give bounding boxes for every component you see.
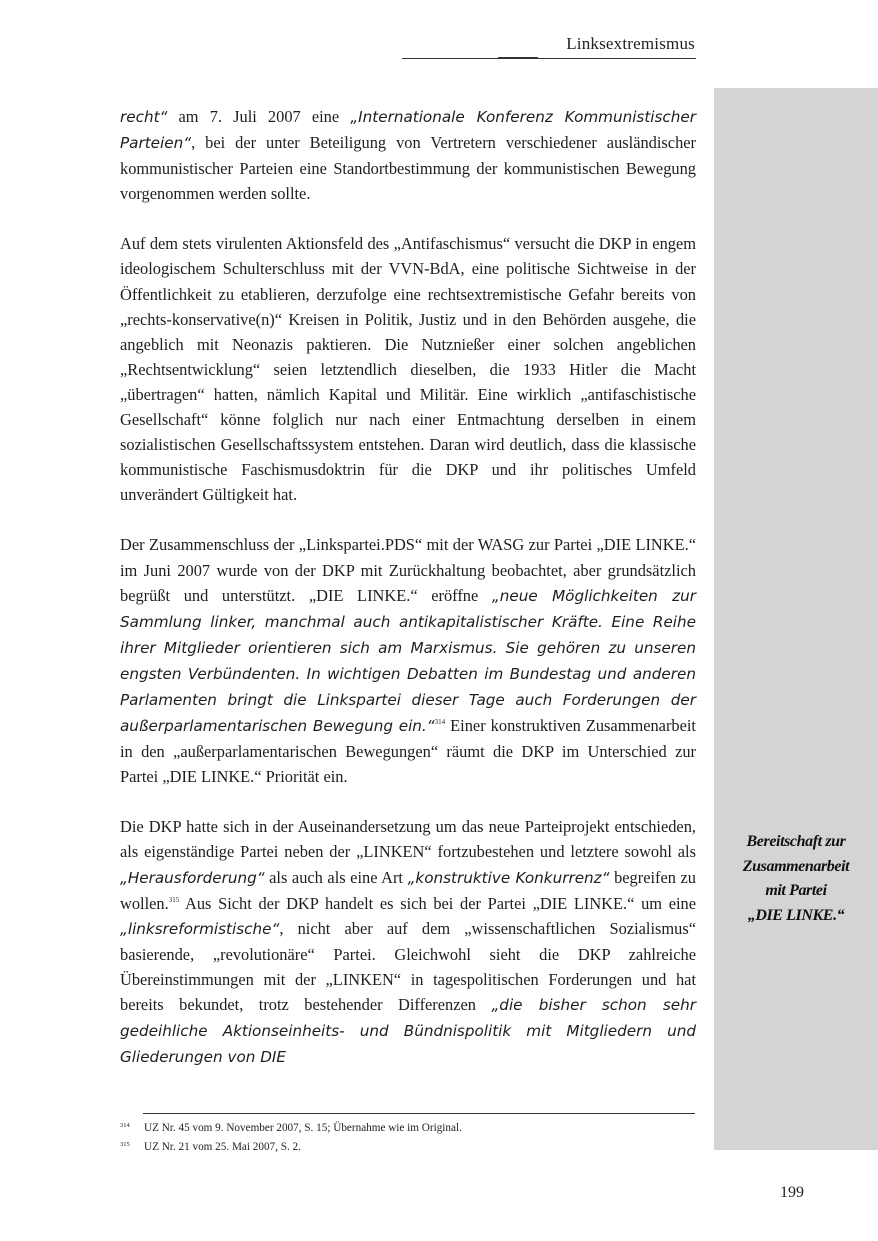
margin-note-line: „DIE LINKE.“ xyxy=(747,906,845,924)
text-segment: , bei der unter Beteiligung von Vertretern verschiedener ausländischer kommunistischer Parteien eine Standortbestimmung der kommunistischen Bewegung vorgenommen werden sollte. xyxy=(120,133,696,204)
text-segment: , nicht aber auf dem „wissenschaftlichen Sozialismus“ basierende, „revolutionäre“ Partei. Gleichwohl sieht die DKP zahlreiche Übereinstimmungen mit der „LINKEN“ in tagespolitischen Forderungen und hat bereits bekundet, trotz bestehender Differenzen xyxy=(120,918,696,1014)
footnote-text: UZ Nr. 45 vom 9. November 2007, S. 15; Übernahme wie im Original. xyxy=(144,1122,462,1134)
paragraph xyxy=(120,231,696,507)
body-text xyxy=(120,104,696,1070)
text-segment: Die DKP hatte sich in der Auseinandersetzung um das neue Parteiprojekt entschieden, als eigenständige Partei neben der „LINKEN“ fortzubestehen und letztere sowohl als xyxy=(120,817,696,862)
text-segment-italic: „die bisher schon sehr gedeihliche Aktionseinheits- und Bündnispolitik mit Mitgliedern und Gliederungen von DIE xyxy=(120,996,696,1067)
text-segment: Einer konstruktiven Zusammenarbeit in den „außerparlamentarischen Bewegungen“ räumt die DKP im Unterschied zur Partei „DIE LINKE.“ Priorität ein. xyxy=(120,716,696,787)
text-segment-italic: „konstruktive Konkurrenz“ xyxy=(407,868,610,887)
footnote-number: 315 xyxy=(120,1141,130,1148)
paragraph xyxy=(120,104,696,206)
footnote-ref: 315 xyxy=(168,895,180,904)
text-segment: Aus Sicht der DKP handelt es sich bei der Partei „DIE LINKE.“ um eine xyxy=(179,893,696,913)
paragraph xyxy=(120,814,696,1070)
text-segment: am 7. Juli 2007 eine xyxy=(167,107,351,126)
text-segment-italic: recht“ xyxy=(120,108,168,126)
text-segment: begreifen zu wollen. xyxy=(120,867,697,913)
margin-note-line: Zusammenarbeit xyxy=(742,857,850,875)
footnote-ref: 314 xyxy=(434,718,446,727)
footnote xyxy=(120,1119,696,1138)
running-header: Linksextremismus xyxy=(566,34,695,53)
page-number: 199 xyxy=(780,1184,804,1201)
margin-note xyxy=(726,830,866,928)
footnote-text: UZ Nr. 21 vom 25. Mai 2007, S. 2. xyxy=(144,1141,301,1153)
margin-sidebar xyxy=(714,88,878,1150)
footnote-number: 314 xyxy=(120,1122,130,1129)
header-rule-accent xyxy=(498,57,538,59)
text-segment-italic: „Internationale Konferenz Kommunistischer Parteien“ xyxy=(120,108,696,153)
text-segment: als auch als eine Art xyxy=(264,867,408,887)
footnote xyxy=(120,1138,696,1157)
text-segment-italic: „linksreformistische“ xyxy=(120,919,280,938)
text-segment-italic: „Herausforderung“ xyxy=(120,868,265,887)
paragraph xyxy=(120,532,696,789)
header-rule xyxy=(402,58,696,59)
text-segment: Auf dem stets virulenten Aktionsfeld des „Antifaschismus“ versucht die DKP in engem ideologischem Schulterschluss mit der VVN-BdA, eine politische Sichtweise in der Öffentlichkeit zu etablieren, derzufolge eine rechtsextremistische Gefahr bereits von „rechts-konservative(n)“ Kreisen in Politik, Justiz und in den Behörden ausgehe, die angeblich mit Neonazis paktieren. Die Nutznießer einer solchen angeblichen „Rechtsentwicklung“ seien letztendlich dieselben, die 1933 Hitler die Macht „übertragen“ hatten, nämlich Kapital und Militär. Eine wirklich „antifaschistische Gesellschaft“ könne folglich nur nach einer Entmachtung derselben in einem sozialistischen Gesellschaftssystem entstehen. Daran wird deutlich, dass die klassische kommunistische Faschismusdoktrin für die DKP und ihr politisches Umfeld unverändert Gültigkeit hat. xyxy=(120,234,696,505)
text-segment-italic: „neue Möglichkeiten zur Sammlung linker, manchmal auch antikapitalistischer Kräfte. Eine Reihe ihrer Mitglieder orientieren sich am Marxismus. Sie gehören zu unseren engsten Verbündenten. In wichtigen Debatten im Bundestag und anderen Parlamenten bringt die Linkspartei dieser Tage auch Forderungen der außerparlamentarischen Bewegung ein.“ xyxy=(120,586,697,736)
margin-note-line: Bereitschaft zur xyxy=(746,833,846,850)
margin-note-line: mit Partei xyxy=(765,882,827,899)
footnotes xyxy=(120,1119,696,1157)
footnote-rule xyxy=(143,1113,695,1114)
text-segment: Der Zusammenschluss der „Linkspartei.PDS“ mit der WASG zur Partei „DIE LINKE.“ im Juni 2007 wurde von der DKP mit Zurückhaltung beobachtet, aber grundsätzlich begrüßt und unterstützt. „DIE LINKE.“ eröffne xyxy=(120,535,696,605)
